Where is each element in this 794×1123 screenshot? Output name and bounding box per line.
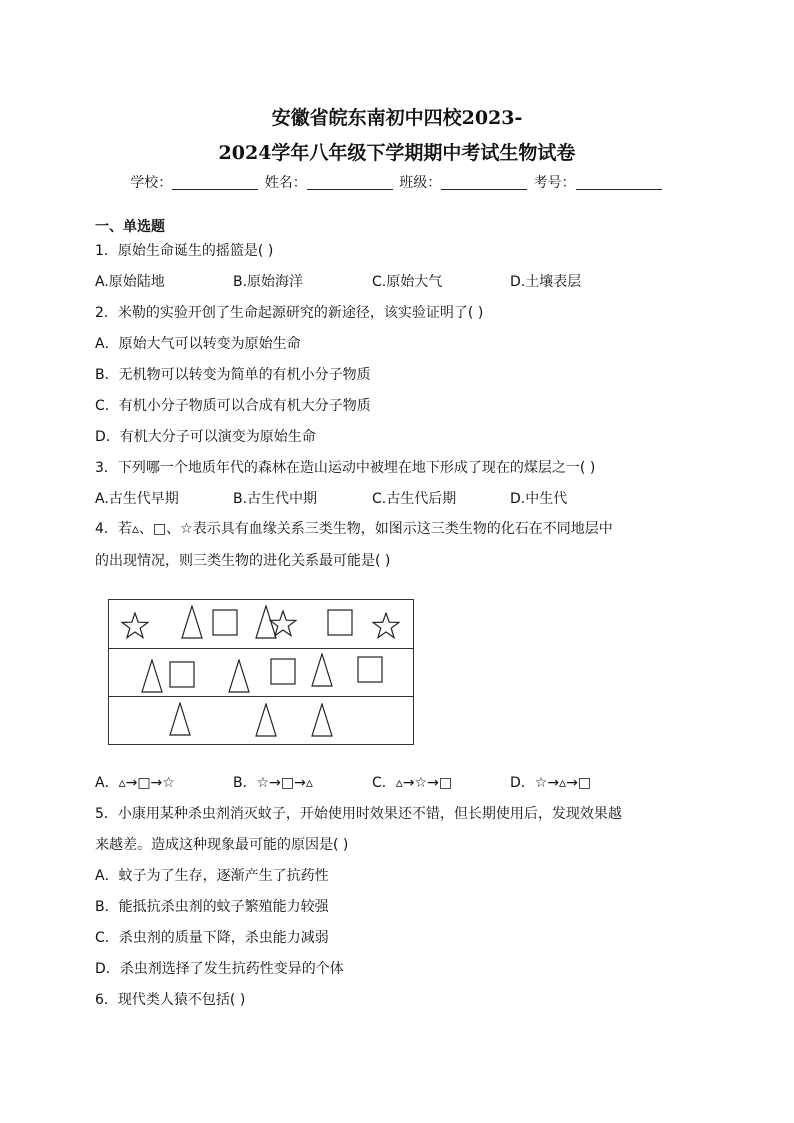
stratum-middle: [109, 648, 413, 697]
q5-stem-line2: 来越差。造成这种现象最可能的原因是( ): [95, 837, 349, 853]
triangle-fossil: [169, 702, 191, 736]
square-fossil: [270, 658, 296, 685]
name-label: 姓名：: [264, 175, 307, 191]
q1-option-d: D.土壤表层: [510, 274, 582, 290]
q3-option-a: A.古生代早期: [95, 491, 179, 507]
class-blank: [441, 174, 527, 190]
square-fossil: [327, 609, 353, 636]
q5-option-c: C．杀虫剂的质量下降，杀虫能力减弱: [95, 930, 329, 946]
q2-option-b: B．无机物可以转变为简单的有机小分子物质: [95, 367, 371, 383]
school-label: 学校：: [130, 175, 173, 191]
star-fossil: [372, 612, 400, 639]
q1-option-b: B.原始海洋: [233, 274, 304, 290]
exam-number-field: [534, 172, 664, 192]
section-title: 一、单选题: [95, 219, 165, 235]
q5-option-a: A．蚊子为了生存，逐渐产生了抗药性: [95, 868, 329, 884]
triangle-fossil: [141, 659, 163, 693]
triangle-fossil: [255, 703, 277, 737]
q1-stem: 1．原始生命诞生的摇篮是( ): [95, 243, 274, 259]
triangle-fossil: [311, 653, 333, 687]
q3-option-b: B.古生代中期: [233, 491, 318, 507]
q4-option-a: A．▵→□→☆: [95, 775, 175, 791]
name-blank: [307, 174, 393, 190]
star-fossil: [269, 610, 297, 637]
school-blank: [172, 174, 258, 190]
triangle-fossil: [181, 605, 203, 639]
exam-number-label: 考号：: [533, 175, 576, 191]
class-field: [399, 172, 529, 192]
q2-option-c: C．有机小分子物质可以合成有机大分子物质: [95, 398, 371, 414]
q4-option-d: D．☆→▵→□: [510, 775, 592, 791]
q2-option-a: A．原始大气可以转变为原始生命: [95, 336, 301, 352]
class-label: 班级：: [399, 175, 442, 191]
q4-stem-line1: 4．若▵、□、☆表示具有血缘关系三类生物，如图示这三类生物的化石在不同地层中: [95, 521, 613, 537]
q3-option-c: C.古生代后期: [372, 491, 457, 507]
q3-stem: 3．下列哪一个地质年代的森林在造山运动中被埋在地下形成了现在的煤层之一( ): [95, 460, 596, 476]
triangle-fossil: [228, 659, 250, 693]
q5-option-d: D．杀虫剂选择了发生抗药性变异的个体: [95, 961, 344, 977]
q4-stem-line2: 的出现情况，则三类生物的进化关系最可能是( ): [95, 553, 391, 569]
triangle-fossil: [311, 703, 333, 737]
fossil-strata-figure: [108, 599, 414, 745]
q6-stem: 6．现代类人猿不包括( ): [95, 992, 246, 1008]
exam-number-blank: [576, 174, 662, 190]
square-fossil: [357, 656, 383, 683]
school-field: [130, 172, 260, 192]
q1-option-c: C.原始大气: [372, 274, 443, 290]
student-info-row: [0, 172, 794, 192]
q1-option-a: A.原始陆地: [95, 274, 165, 290]
q4-option-c: C．▵→☆→□: [372, 775, 453, 791]
q4-option-b: B．☆→□→▵: [233, 775, 313, 791]
stratum-top: [109, 600, 413, 649]
square-fossil: [169, 661, 195, 688]
star-fossil: [121, 612, 149, 639]
name-field: [265, 172, 395, 192]
q2-option-d: D．有机大分子可以演变为原始生命: [95, 429, 316, 445]
q2-stem: 2．米勒的实验开创了生命起源研究的新途径，该实验证明了( ): [95, 305, 484, 321]
exam-title-line1: 安徽省皖东南初中四校2023-: [271, 107, 523, 129]
q5-option-b: B．能抵抗杀虫剂的蚊子繁殖能力较强: [95, 899, 329, 915]
exam-title-line2: 2024学年八年级下学期期中考试生物试卷: [218, 142, 576, 164]
square-fossil: [212, 609, 238, 636]
q3-option-d: D.中生代: [510, 491, 568, 507]
stratum-bottom: [109, 697, 413, 745]
q5-stem-line1: 5．小康用某种杀虫剂消灭蚊子，开始使用时效果还不错，但长期使用后，发现效果越: [95, 806, 622, 822]
